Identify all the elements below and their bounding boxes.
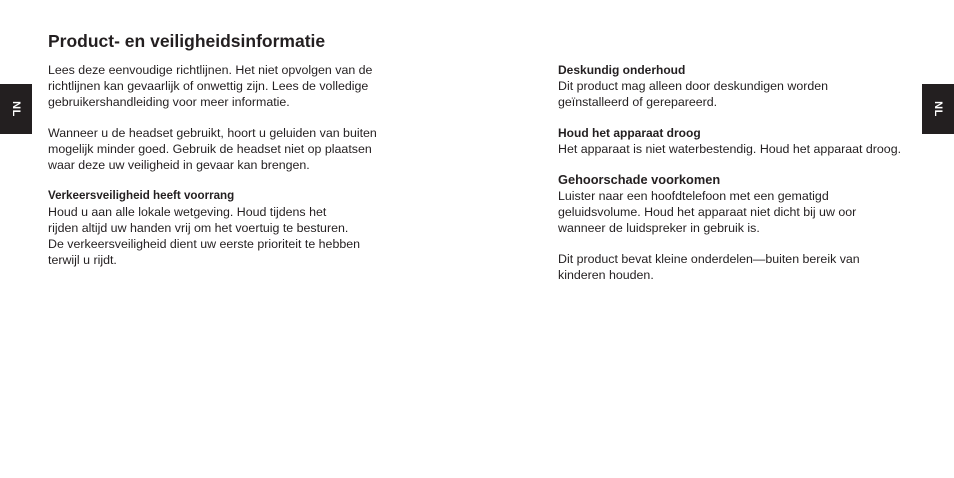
hearing-damage-text: Luister naar een hoofdtelefoon met een gematigd geluidsvolume. Houd het apparaat niet dicht bij uw oor wanneer de luidspreker in gebruik is. (558, 189, 857, 235)
left-column (48, 62, 393, 268)
language-tab-left-label: NL (9, 101, 22, 117)
right-column (558, 62, 918, 283)
language-tab-left (0, 84, 32, 134)
qualified-service-heading: Deskundig onderhoud (558, 63, 686, 77)
hearing-damage-heading: Gehoorschade voorkomen (558, 172, 721, 187)
intro-paragraph-1: Lees deze eenvoudige richtlijnen. Het niet opvolgen van de richtlijnen kan gevaarlijk of onwettig zijn. Lees de volledige gebruikershandleiding voor meer informatie. (48, 63, 373, 109)
traffic-safety-heading: Verkeersveiligheid heeft voorrang (48, 189, 235, 202)
page-title: Product- en veiligheidsinformatie (48, 31, 326, 51)
qualified-service-text: Dit product mag alleen door deskundigen worden geïnstalleerd of gerepareerd. (558, 79, 829, 109)
keep-dry-heading: Houd het apparaat droog (558, 126, 701, 140)
intro-paragraph-2: Wanneer u de headset gebruikt, hoort u geluiden van buiten mogelijk minder goed. Gebruik de headset niet op plaatsen waar deze uw veiligheid in gevaar kan brengen. (48, 126, 377, 172)
keep-dry-text: Het apparaat is niet waterbestendig. Houd het apparaat droog. (558, 142, 902, 156)
language-tab-right-label: NL (931, 101, 944, 117)
small-parts-text: Dit product bevat kleine onderdelen—buiten bereik van kinderen houden. (558, 252, 860, 282)
traffic-safety-text: Houd u aan alle lokale wetgeving. Houd tijdens het rijden altijd uw handen vrij om het voertuig te besturen. De verkeersveiligheid dient uw eerste prioriteit te hebben terwijl u rijdt. (48, 205, 361, 267)
language-tab-right (922, 84, 954, 134)
